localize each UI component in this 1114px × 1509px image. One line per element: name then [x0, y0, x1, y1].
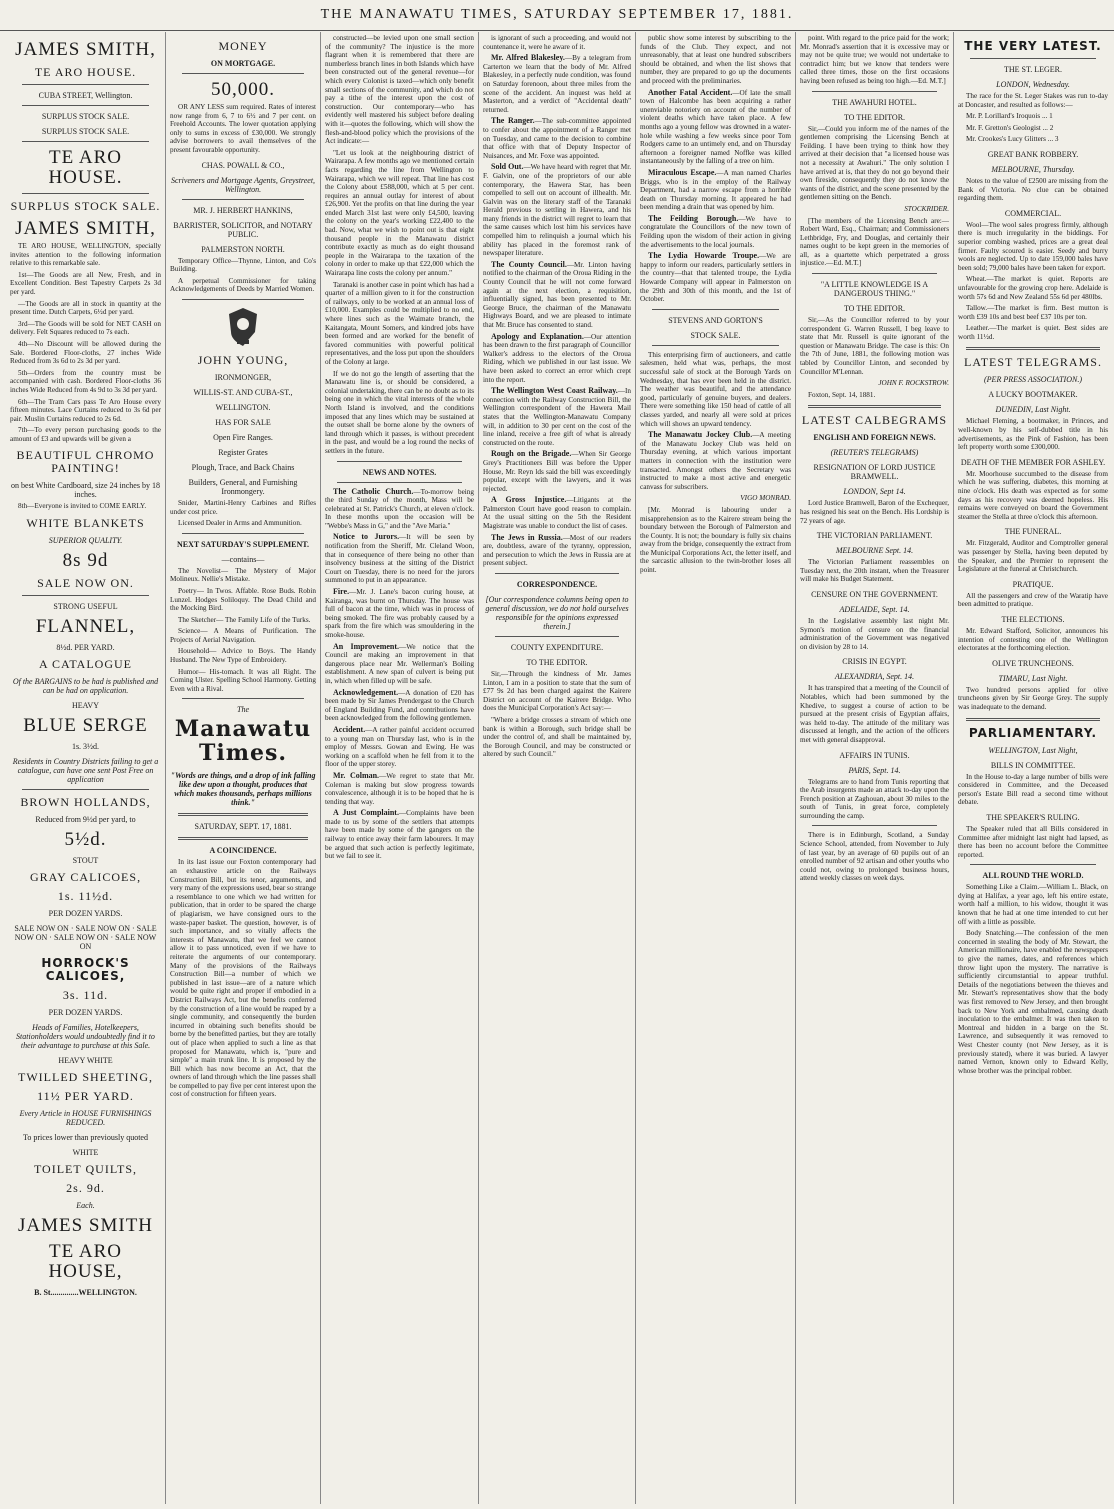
section-subheading: ENGLISH AND FOREIGN NEWS. — [813, 433, 936, 443]
cable-place: MELBOURNE Sept. 14. — [835, 546, 914, 556]
letter-signature: VIGO MONRAD. — [740, 494, 791, 503]
news-item-text: —We have to congratulate the Councillors of the new town of Feilding upon the wisdom of their action in giving the advertisements to the local journals. — [640, 214, 792, 249]
news-item-text: —Of late the small town of Halcombe has been acquiring a rather unenviable notoriety on account of the number of violent deaths which have taken place. A few months ago a young fellow was drowned in a water-hole while washing a few weeks since poor Tom Rodgers came to an untimely end, and on Thursday afternoon a foreigner named Noffke was killed instantaneously by the falling of a tree on him. — [640, 88, 792, 166]
cable-text: Wheat.—The market is quiet. Reports are unfavourable for the growing crop here. Adelaide is worth 57s 6d and New Zealand 55s 6d per 480lbs. — [958, 275, 1108, 301]
news-item-text: —It will be seen by notification from the Sheriff, Mr. Cleland Woon, that in consequence of there being no other than insolvency business at the sitting of the District Court on Tuesday, there is no need for the jurors summoned to put in an appearance. — [325, 533, 474, 585]
ad-forsale: HAS FOR SALE — [215, 417, 271, 427]
cable-place: ALEXANDRIA, Sept. 14. — [834, 672, 915, 682]
section-subheading: STOCK SALE. — [690, 330, 741, 340]
ad-pre: HEAVY — [72, 701, 99, 711]
ad-flannel: FLANNEL, — [35, 616, 136, 638]
column-6 — [796, 32, 954, 1504]
column-4 — [479, 32, 636, 1504]
cable-heading: COMMERCIAL. — [1004, 208, 1062, 218]
cable-heading: THE ST. LEGER. — [1003, 65, 1063, 74]
divider — [178, 837, 308, 840]
ad-pre: STRONG USEFUL — [53, 602, 118, 612]
divider — [337, 482, 462, 483]
ad-note: Heads of Families, Hotelkeepers, Stationholders would undoubtedly find it to their advantage to purchase at this Sale. — [16, 1023, 155, 1051]
ad-commissioner: A perpetual Commissioner for taking Acknowledgements of Deeds by Married Women. — [170, 276, 316, 294]
news-item-text: —We have heard with regret that Mr. F. Galvin, one of the proprietors of our able contemporary, the Hawera Star, has been compelled to sell out on account of illhealth. Mr. Galvin was on the literary staff of the Taranaki Herald previous to settling in Hawera, and his many friends in the district will regret to learn that the same causes which lost him his services have compelled him to relinquish a journal which his ability has placed in the foremost rank of newspaper literature. — [483, 163, 631, 258]
news-item — [640, 252, 791, 304]
ad-title: JAMES SMITH, — [15, 39, 156, 60]
divider — [22, 789, 149, 790]
ad-price: 3s. 11d. — [62, 988, 109, 1003]
divider — [337, 461, 462, 462]
letter-text: Sir,—As the Councillor referred to by your correspondent G. Warren Russell, I beg leave to state that Mr. Russell is quite ignorant of the question or Manawatu Bridge. The case is this: On the 7th of June, 1881, the following motion was tabled by Councillor Linton, and seconded by Councillor M'Lennan. — [800, 316, 949, 376]
ad-blankets-sub: SUPERIOR QUALITY. — [48, 536, 123, 546]
cable-text: Telegrams are to hand from Tunis reporting that the Arab insurgents made an attack to-day upon the French position at Zaghouan, about 30 miles to the south of Tunis, in great force, completely surrounding the camp. — [800, 777, 949, 820]
ad-catalogue: A CATALOGUE — [38, 657, 133, 672]
ad-item: 3rd—The Goods will be sold for NET CASH on delivery. Felt Squares reduced to 7s each. — [10, 319, 161, 337]
race-result: Mr. Crookes's Lucy Glitters ... 3 — [966, 135, 1059, 144]
ad-subtitle: TE ARO HOUSE. — [34, 65, 137, 79]
letter-heading: THE AWAHURI HOTEL. — [832, 97, 917, 107]
news-item-title: A Gross Injustice. — [491, 495, 567, 505]
column-1 — [6, 32, 166, 1504]
news-item-text: —In connection with the Railway Construction Bill, the Wellington correspondent of the Hawera Mail states that the Wellington-Manawatu Company will, in addition to 30 per cent on the cost of the line inland, receive a free gift of what is already constructed on the route. — [483, 387, 631, 447]
ad-item: —The Goods are all in stock in quantity at the present time. Dutch Carpets, 6½d per yard. — [10, 299, 161, 317]
news-item — [640, 431, 791, 491]
ad-sale-now: SALE NOW ON. — [37, 576, 134, 591]
news-item-text: —Our attention has been drawn to the first paragraph of Councillor Walker's address to the electors of the Oroua Riding, which we published in our last issue. We have been asked to correct an error which crept into the report. — [483, 332, 632, 384]
ad-item: 7th—To every person purchasing goods to the amount of £3 and upwards will be given a — [10, 426, 161, 443]
divider — [178, 813, 308, 816]
news-item-title: Mr. Alfred Blakesley. — [491, 53, 565, 63]
article-text: constructed—be levied upon one small section of the community? The injustice is the more flagrant when it is remembered that there are numberless branch lines in both Islands which have been constructed out of the general revenue—for which every Colonist is taxed—which only benefit small sections of the community, and which do not pay a tithe of the interest upon the cost of construction. Our contemporary—who has evidently well mastered his subject before dealing with it—quotes the following, which will show the flesh-and-blood policy which the provisions of the Act indicate:— — [325, 34, 474, 146]
cable-place: PARIS, Sept. 14. — [848, 765, 901, 775]
divider — [22, 193, 149, 194]
article-text: There is in Edinburgh, Scotland, a Sunday Science School, attended, from November to July of last year, by an average of 60 pupils out of an enrolled number of 92 artisan and other youths who could not, owing to prolonged business hours, attend weekly classes on week days. — [800, 831, 949, 883]
ad-sale-block: SALE NOW ON · SALE NOW ON · SALE NOW ON · SALE NOW ON · SALE NOW ON — [14, 924, 157, 952]
divider — [182, 73, 304, 74]
news-item — [483, 163, 631, 258]
cable-place: ADELAIDE, Sept. 14. — [839, 604, 910, 614]
article-text: In its last issue our Foxton contemporary had an exhaustive article on the Railways Construction Bill, but its tenor, arguments, and very many of the expressions used, bear so strange a resemblance to one which we had written for publication, that in order to be spared the charge of plagiarism, we have consigned ours to the waste-paper basket. The question, however, is of such importance, and so vitally affects the interests of Manawatu, that we feel we cannot allow it to pass unnoticed, even if we have to reiterate the arguments of our contemporary. Many of the provisions of the Railways Construction Bill—a number of which we published in last issue—are of a nature which would be quite right and proper if embodied in a District Railways Act, but the benefits conferred by the construction of a line would be reaped by a single community, and consequently the burden incurred in obtaining such benefits should be borne by the benefitted parties, but they are totally out of place when applied to such a line as that proposed for Manawatu, which is, "pure and simple" a main trunk line. It is proposed by the Bill which has now become an Act, that the owners of land through which the line passes shall be compelled to pay five per cent interest upon the cost of construction for fifteen years. — [170, 858, 316, 1099]
cable-text: In the Legislative assembly last night Mr. Symon's motion of censure on the financial administration of the Government was negatived on division by 28 to 14. — [800, 616, 949, 651]
cable-text: Notes to the value of £2500 are missing from the Bank of Victoria. No clue can be obtained regarding them. — [958, 176, 1108, 203]
paper-the: The — [237, 705, 249, 715]
news-item — [325, 726, 474, 769]
news-item — [325, 689, 474, 723]
news-item — [483, 54, 631, 114]
divider — [970, 864, 1096, 865]
article-text: public show some interest by subscribing to the funds of the Club. They expect, and not unreasonably, that at least one hundred subscribers should be obtained, and when the list shows that number, they are prepared to go up the documents and proceed with the preliminaries. — [640, 34, 791, 85]
ad-address: CUBA STREET, Wellington. — [38, 91, 133, 100]
masthead: THE MANAWATU TIMES, SATURDAY SEPTEMBER 17, 1881. — [0, 0, 1114, 31]
ad-calicoes: GRAY CALICOES, — [29, 870, 142, 885]
column-7 — [954, 32, 1112, 1504]
article-text: Something Like a Claim.—William L. Black, on dying at Halifax, a year ago, left his entire estate, worth half a million, to his widow, thought it was known that he had at one time intended to cut her off with a little as possible. — [958, 883, 1108, 926]
news-item-text: —By a telegram from Carterton we learn that the body of Mr. Alfred Blakesley, in a perfectly nude condition, was found on Saturday forenoon, about three miles from the scene of the accident. An inquest was held at Masterton, and a verdict of "Accidental death" returned. — [483, 54, 631, 114]
supplement-heading: NEXT SATURDAY'S SUPPLEMENT. — [177, 539, 309, 549]
news-item-title: Rough on the Brigade. — [491, 449, 572, 459]
ad-horrocks: HORROCK'S CALICOES, — [41, 956, 130, 984]
letter-to: TO THE EDITOR. — [526, 658, 588, 668]
letter-signature: JOHN F. ROCKSTROW. — [878, 379, 949, 388]
race-result: Mr. P. Lorillard's Iroquois ... 1 — [966, 112, 1053, 121]
cable-text: Lord Justice Bramwell, Baron of the Exchequer, has resigned his seat on the Bench. His Lordship is 72 years of age. — [800, 499, 949, 525]
cable-heading: RESIGNATION OF LORD JUSTICE BRAMWELL. — [813, 463, 936, 482]
divider — [22, 105, 149, 106]
telegram-text: All the passengers and crew of the Waratip have been admitted to pratique. — [958, 591, 1108, 609]
news-item-title: Another Fatal Accident. — [648, 87, 733, 97]
news-item — [325, 643, 474, 686]
news-item — [483, 534, 631, 568]
letter-text: Sir,—Could you inform me of the names of the gentlemen comprising the Licensing Bench at Feilding. I have been trying to think how they arrived at their decision that "a licensed house was not a necessity at Awahuri." The only solution I have arrived at is, that they do not go beyond their own fireside, consequently they do not know the wants of the district, and the scene presented by the gentlemen sitting on the Bench. — [800, 124, 949, 202]
ad-pre: HEAVY WHITE — [58, 1056, 113, 1066]
news-item-text: —A meeting of the Manawatu Jockey Club was held on Thursday evening, at which various important matters in connection with the institution were transacted. Amongst others the Secretary was instructed to make a most active and energetic canvass for subscribers. — [640, 431, 791, 491]
news-item-text: —When Sir George Grey's Practitioners Bill was before the Upper House, Mr. Reyn lds said the bill was exceedingly popular, except with the lawyers, and it was rejected. — [483, 450, 631, 493]
ad-pre: WHITE — [72, 1148, 99, 1158]
news-item-text: —We notice that the Council are making an improvement in that dangerous place near Mr. Wellerman's Boiling establishment. A new span of culvert is being put in, which when filled up will be safe. — [325, 642, 474, 685]
cable-place: MELBOURNE, Thursday. — [991, 164, 1075, 174]
news-item — [483, 117, 631, 160]
section-place: WELLINGTON, Last Night, — [988, 745, 1078, 755]
paper-motto: "Words are things, and a drop of ink falling like dew upon a thought, produces that which makes thousands, perhaps millions think." — [170, 771, 316, 808]
cable-heading: AFFAIRS IN TUNIS. — [839, 750, 910, 760]
supplement-item: Household— Advice to Boys. The Handy Husband. The New Type of Embroidery. — [170, 647, 316, 665]
ad-place: PALMERSTON NORTH. — [201, 244, 285, 254]
ad-foot-address: B. St..............WELLINGTON. — [34, 1288, 137, 1298]
ad-pre: STOUT — [72, 856, 99, 866]
column-5 — [636, 32, 796, 1504]
cable-text: Wool—The wool sales progress firmly, although there is much irregularity in the biddings. For superior combing washed, prices are a great deal firmer. Faulty scoured is easier. Seedy and burry wools are neglected. Up to date 159,000 bales have been sold; 79,000 bales have been taken for export. — [958, 220, 1108, 272]
cable-text: Tallow.—The market is firm. Best mutton is worth £39 10s and best beef £37 10s per ton. — [958, 304, 1108, 321]
section-heading: STEVENS AND GORTON'S — [668, 315, 763, 325]
divider — [495, 636, 619, 637]
ad-holland: BROWN HOLLANDS, — [20, 795, 151, 810]
cable-heading: CRISIS IN EGYPT. — [842, 657, 907, 667]
news-item-title: Notice to Jurors. — [333, 532, 400, 542]
ad-subtitle: SURPLUS STOCK SALE. — [10, 199, 161, 213]
paper-title: Manawatu Times. — [174, 716, 312, 767]
ad-unit: Each. — [76, 1201, 95, 1211]
ad-item: 8th—Everyone is invited to COME EARLY. — [18, 502, 147, 511]
ad-iron: IRONMONGER, — [214, 372, 272, 382]
ad-foot-house: TE ARO HOUSE, — [48, 1241, 123, 1283]
news-item-title: Mr. Colman. — [333, 770, 380, 780]
divider — [970, 58, 1096, 59]
divider — [22, 141, 149, 142]
news-item-title: The Wellington West Coast Railway. — [491, 386, 618, 396]
news-item-title: An Improvement. — [333, 641, 400, 651]
telegram-heading: PRATIQUE. — [1012, 579, 1054, 589]
ad-holland-sub: Reduced from 9½d per yard, to — [35, 815, 136, 825]
ad-quilts: TOILET QUILTS, — [33, 1162, 138, 1177]
ad-item: Plough, Trace, and Back Chains — [191, 462, 295, 472]
news-item-title: Fire. — [333, 587, 350, 597]
ad-price: 1s. 3½d. — [71, 742, 100, 752]
cable-place: LONDON, Sept 14. — [843, 487, 906, 497]
ad-chromo: BEAUTIFUL CHROMO PAINTING! — [16, 448, 155, 476]
article-text: If we do not go the length of asserting that the Manawatu line is, or should be considered, a colonial undertaking, there can be no doubt as to its being one in which the vital interests of the whole North Island is involved, and the conditions imposed that any lines which may be sustained at the outset shall be borne alone by the owners of land through which it passes, is without precedent in the past, and would be a log round the necks of settlers in the future. — [325, 369, 474, 455]
race-result: Mr. F. Gretton's Geologist ... 2 — [966, 123, 1054, 132]
cable-text: Leather.—The market is quiet. Best sides are worth 11½d. — [958, 324, 1108, 341]
supplement-item: The Sketcher— The Family Life of the Turks. — [178, 615, 311, 624]
news-item-text: —Mr. Linton having notified to the chairman of the Oroua Riding in the County Council that he will not come forward again at the next election, a requisition, influentially signed, has been presented to Mr. George Bruce, the chairman of the Manawatu Highways Board, and we are pleased to intimate that Mr. Bruce has consented to stand. — [483, 260, 631, 329]
divider — [812, 273, 937, 274]
letter-heading: "A LITTLE KNOWLEDGE IS A DANGEROUS THING." — [820, 280, 929, 299]
editor-note: [Mr. Monrad is labouring under a misapprehension as to the Kairere stream being the boundary between the Borough of Palmerston and the County. It is not; the boundary is fully six chains away from the bridge, consequently the extract from the Municipal Corporations Act, the letter itself, and the sarcastic allusion to the twin-brother loses all point. — [640, 505, 791, 575]
ad-price: 11½ PER YARD. — [37, 1089, 134, 1104]
editor-note: point. With regard to the price paid for the work; Mr. Monrad's assertion that it is excessive may or may not be quite true; we would not undertake to contradict him; but we know that tenders were called three times, those on the first occasions having been refused as being too high.—Ed. M.T.] — [800, 34, 949, 85]
news-item-text: —The sub-committee appointed to confer about the appointment of a Ranger met on Tuesday, and came to the decision to combine that office with that of Deputy Inspector of Nuisances, and Mr. Foxe was appointed. — [483, 117, 632, 160]
news-item-title: The Feilding Borough. — [648, 213, 739, 223]
article-text: This enterprising firm of auctioneers, and cattle salesmen, held what was, perhaps, the most successful sale of stock at the Borough Yards on Wednesday, that has ever been held in the district. The weather was beautiful, and the attendance good, particularly of genuine buyers, and dealers. There were something like 150 head of cattle of all classes yarded, and nearly all were sold at prices which will shows an upward tendency. — [640, 350, 791, 428]
ad-unit: PER DOZEN YARDS. — [48, 909, 123, 919]
news-item — [325, 588, 474, 640]
cable-heading: GREAT BANK ROBBERY. — [987, 149, 1079, 159]
news-item-text: —Litigants at the Palmerston Court have good reason to complain. At the usual sitting on the 5th the Resident Magistrate was unable to conduct the list of cases. — [483, 496, 631, 531]
letter-signature: STOCKRIDER. — [904, 204, 949, 213]
dateline: SATURDAY, SEPT. 17, 1881. — [194, 822, 292, 832]
news-item — [483, 496, 631, 530]
section-heading: PARLIAMENTARY. — [968, 725, 1098, 740]
news-item-text: —A man named Charles Briggs, who is in the employ of the Railway Department, had a narrow escape from a horrible death on Thursday morning. It appeared he had been mending a drain that was opened by him. — [640, 168, 791, 212]
supplement-item: Science— A Means of Purification. The Projects of Aerial Navigation. — [170, 627, 316, 644]
ad-hankins: MR. J. HERBERT HANKINS, — [193, 205, 293, 215]
ad-office: Temporary Office—Thynne, Linton, and Co's Building. — [170, 256, 316, 274]
news-item-title: Apology and Explanation. — [491, 331, 584, 341]
ad-powall-sub: Scriveners and Mortgage Agents, Greystreet, Wellington. — [170, 175, 316, 194]
section-heading: CORRESPONDENCE. — [516, 580, 598, 590]
section-heading: THE VERY LATEST. — [964, 39, 1102, 53]
ad-blankets-price: 8s 9d — [62, 550, 109, 572]
ad-young: JOHN YOUNG, — [197, 352, 289, 367]
telegram-heading: OLIVE TRUNCHEONS. — [992, 658, 1074, 668]
cable-text: It has transpired that a meeting of the Council of Notables, which had been summoned by the Khedive, to suggest a course of action to be pursued at the present crisis of Egyptian affairs, was held to-day. The attitude of the military was discussed at length, and the action of the officers met with general disapproval. — [800, 684, 949, 744]
letter-to: TO THE EDITOR. — [843, 304, 906, 314]
ad-amount: 50,000. — [211, 79, 275, 100]
ad-residents: Residents in Country Districts failing to get a catalogue, can have one sent Post Free on application — [12, 757, 159, 785]
ad-item: 1st—The Goods are all New, Fresh, and in Excellent Condition. Best Tapestry Carpets 2s 3d per yard. — [10, 270, 161, 296]
news-item-title: The Catholic Church. — [333, 486, 414, 496]
letter-quote: "Where a bridge crosses a stream of which one bank is within a Borough, such bridge shall be under the control of, and shall be maintained by, the Borough Council, and may be constructed or altered by such Council." — [483, 716, 631, 759]
article-text: "Let us look at the neighbouring district of Wairarapa. A few months ago we mentioned certain facts regarding the line from Wellington to Wairarapa, which we will repeat. That line has cost the Colony about £588,000, which at 5 per cent. requires an annual outlay for interest of about £26,900. Yet the profits on that line during the year ended March 31st last were only £4,500, leaving the colony on the year's working £22,400 to the bad. Now, what we wish to point out is that eight thousand people in the Manawatu district contribute exactly as much as do eight thousand people in the Wairarapa to the taxation of the colony in order to make up that £22,000 which the Wairarapa line costs the colony per annum." — [325, 148, 474, 278]
divider — [808, 405, 941, 408]
divider — [182, 199, 304, 200]
divider — [22, 595, 149, 596]
telegram-text: Michael Fleming, a bootmaker, in Princes, and well-known by his self-dubbed title in his advertisements, as the Pink of Fashion, has been left property worth some £300,000. — [958, 417, 1108, 452]
news-item-title: Accident. — [333, 724, 366, 734]
ad-barrister: BARRISTER, SOLICITOR, and NOTARY PUBLIC. — [173, 220, 313, 239]
divider — [182, 533, 304, 534]
ad-willis: WILLIS-ST. AND CUBA-ST., — [193, 387, 293, 397]
ad-item: Builders, General, and Furnishing Ironmongery. — [188, 477, 298, 496]
ad-item: Licensed Dealer in Arms and Ammunition. — [178, 519, 302, 528]
ad-item: 4th—No Discount will be allowed during the Sale. Bordered Floor-cloths, 27 inches Wide Reduced from 3s 6d to 2s 3d per yard. — [10, 339, 161, 366]
section-heading: LATEST CALBEGRAMS — [801, 413, 948, 428]
ad-foot-name: JAMES SMITH — [17, 1215, 154, 1237]
ad-catalogue-sub: Of the BARGAINS to be had is published and can be had on application. — [12, 677, 159, 696]
news-item — [325, 809, 474, 861]
ad-blankets: WHITE BLANKETS — [26, 516, 145, 531]
news-item-title: The Manawatu Jockey Club. — [648, 430, 753, 440]
news-item-title: The County Council. — [491, 259, 567, 269]
cable-place: LONDON, Wednesday. — [996, 80, 1070, 89]
ad-price: 8½d. PER YARD. — [56, 643, 115, 653]
news-item-title: Sold Out. — [491, 162, 524, 172]
news-item-text: —Complaints have been made to us by some of the settlers that attempts have been made by some of the gangers on the railway to entice away their farm labourers. It may be argued that such action is perfectly legitimate, but we fail to see it. — [325, 809, 475, 861]
ad-welly: WELLINGTON. — [215, 402, 271, 412]
section-note: [Our correspondence columns being open to general discussion, we do not hold ourselves responsible for the opinions expressed therein.] — [485, 595, 629, 632]
ad-chromo-sub: on best White Cardboard, size 24 inches by 18 inches. — [11, 481, 160, 500]
article-text: is ignorant of such a proceeding, and would not countenance it, were he aware of it. — [483, 34, 631, 51]
article-heading: A COINCIDENCE. — [209, 846, 277, 856]
news-item-title: Miraculous Escape. — [648, 167, 717, 177]
section-heading: NEWS AND NOTES. — [362, 467, 437, 477]
ad-item: 6th—The Tram Cars pass Te Aro House every fifteen minutes. Lace Curtains reduced to 3s 6d per pair. Muslin Curtains reduced to 2s 6d. — [10, 397, 161, 423]
ad-money: MONEY — [218, 39, 268, 53]
article-text: Body Snatching.—The confession of the men concerned in stealing the body of Mr. Stewart, the American millionaire, have enabled the newspapers to give the names, dates, and references which throw light upon the mystery. The narrative is sufficiently circumstantial to appear truthful. Details of the negotiations between the thieves and Mr. Stewart's representatives show that the body was first removed to New Jersey, and then brought back to New York and embalmed, causing death inoculation to the embalmer. It was then taken to Montreal and hidden in a barge on the St. Lawrence, and subsequently it was removed to West Chester county (not New Jersey, as it is previously stated), where it was buried. A lawyer named Vernon, known only to Edward Kelly, whose brother was the principal robber. — [958, 929, 1108, 1075]
news-item — [325, 488, 474, 531]
section-heading: LATEST TELEGRAMS. — [964, 355, 1102, 370]
article-text: Taranaki is another case in point which has had a quarter of a million given to it for the construction of railways, only to be worked at an annual loss of £10,000. Examples could be multiplied to no end, where lines such as the Waimate branch, the Kaitangata, Mount Somers, and kindred jobs have been formed and are worked for the benefit of favored communities with powerful political representatives, and the loss put upon the shoulders of the Colony at large. — [325, 280, 475, 366]
ad-serge: BLUE SERGE — [23, 715, 148, 737]
news-item — [483, 387, 631, 447]
supplement-item: Poetry— In Twos. Affable. Rose Buds. Robin Lunzel. Hodges Soliloquy. The Dead Child and the Mocking Bird. — [170, 586, 316, 613]
ad-furnish-sub: To prices lower than previously quoted — [23, 1133, 148, 1143]
ad-price: 2s. 9d. — [66, 1181, 105, 1196]
news-item-text: —Most of our readers are, doubtless, aware of the tyranny, oppression, and persecution to which the Jews in Russia are at present subject. — [483, 533, 631, 568]
divider — [182, 299, 304, 300]
telegram-text: Mr. Fitzgerald, Auditor and Comptroller general was passenger by Stella, having been deputed by the Speaker, and the Premier to represent the Legislature at the funeral at Christchurch. — [958, 539, 1108, 574]
telegram-text: Two hundred persons applied for olive truncheons given by Sir George Grey. The supply was inadequate to the demand. — [958, 685, 1108, 711]
ad-item: Open Fire Ranges. — [213, 432, 273, 442]
telegram-heading: THE SPEAKER'S RULING. — [986, 812, 1080, 822]
news-item-title: A Just Complaint. — [333, 808, 399, 818]
news-item — [483, 333, 631, 385]
letter-place: Foxton, Sept. 14, 1881. — [808, 390, 876, 399]
news-item-text: —We are happy to inform our readers, particularly settlers in the country—that that talented troupe, the Lydia Howarde Company will appear in Palmerston on the 29th and 30th of this month, and the 1st of October. — [640, 252, 791, 304]
supplement-item: Humor— His-tomach. It was all Right. The Coming Ulster. Spelling School Harmony. Getting Even with a Rival. — [170, 667, 316, 693]
telegram-heading: A LUCKY BOOTMAKER. — [988, 390, 1078, 400]
ad-line: SURPLUS STOCK SALE. — [41, 127, 130, 136]
telegram-place: TIMARU, Last Night. — [998, 673, 1068, 683]
supplement-contains: —contains— — [221, 554, 265, 564]
divider — [812, 91, 937, 92]
news-item-text: —We regret to state that Mr. Coleman is making but slow progress towards convalescence, although it is to be hoped that he is tending that way. — [325, 771, 474, 806]
telegram-text: The Speaker ruled that all Bills considered in Committee after midnight last night had lapsed, as there has been no account before the Committee reported. — [958, 824, 1108, 859]
ad-price: 5½d. — [64, 829, 107, 851]
news-item — [483, 261, 631, 330]
news-item — [640, 169, 791, 212]
letter-to: TO THE EDITOR. — [843, 112, 906, 122]
ad-powall: CHAS. POWALL & CO., — [201, 160, 285, 170]
news-item — [325, 533, 474, 585]
crest-icon — [225, 306, 261, 348]
ad-name: JAMES SMITH, — [15, 218, 156, 239]
news-item-title: The Lydia Howarde Troupe. — [648, 251, 760, 261]
telegram-text: Mr. Moorhouse succumbed to the disease from which he was suffering, diabetes, this morning at nine o'clock. His death was expected as for some days as his recovery was deemed hopeless. His remains were conveyed on board the Government steamer the Stella at three o'clock this afternoon. — [958, 469, 1108, 521]
cable-heading: CENSURE ON THE GOVERNMENT. — [811, 589, 938, 599]
telegram-heading: BILLS IN COMMITTEE. — [990, 760, 1076, 770]
divider — [182, 698, 304, 699]
telegram-heading: THE FUNERAL. — [1004, 527, 1062, 537]
ad-unit: PER DOZEN YARDS. — [48, 1008, 123, 1018]
ad-intro: TE ARO HOUSE, WELLINGTON, specially invites attention to the following information relative to this remarkable sale. — [10, 242, 161, 268]
letter-heading: COUNTY EXPENDITURE. — [510, 643, 604, 653]
telegram-heading: THE ELECTIONS. — [1001, 614, 1065, 624]
ad-money-text: OR ANY LESS sum required. Rates of interest now range from 6, 7 to 6½ and 7 per cent. on Freehold Accounts. The lower quotation applying only to sums in excess of £30,000. We strongly advise borrowers to avail themselves of the present favourable opportunity. — [170, 103, 316, 154]
ad-furnish: Every Article in HOUSE FURNISHINGS REDUCED. — [19, 1109, 152, 1128]
news-item-title: The Jews in Russia. — [491, 532, 563, 542]
news-item — [325, 772, 474, 806]
ad-line: SURPLUS STOCK SALE. — [41, 112, 130, 121]
telegram-text: In the House to-day a large number of bills were considered in Committee, and the Deceased person's Estate Bill read a second time without debate. — [958, 772, 1108, 807]
news-item-text: —To-morrow being the third Sunday of the month, Mass will be celebrated at St. Patrick's Church, at eleven o'clock. In these months upon the occasion will be "Webbe's Mass in G," and the "Ave Maria." — [325, 487, 474, 530]
divider — [652, 309, 779, 310]
divider — [812, 825, 937, 826]
ad-price: 1s. 11½d. — [57, 889, 114, 904]
news-item-title: Acknowledgement. — [333, 687, 399, 697]
ad-item: 5th—Orders from the country must be accompanied with cash. Bordered Floor-cloths 36 inches Wide Reduced from 4s 9d to 3s 3d per yard. — [10, 368, 161, 394]
telegram-place: DUNEDIN, Last Night. — [995, 405, 1071, 415]
divider — [652, 345, 779, 346]
supplement-item: The Novelist— The Mystery of Major Molineux. Nellie's Mistake. — [170, 566, 316, 584]
cable-text: The race for the St. Leger Stakes was run to-day at Doncaster, and resulted as follows:— — [958, 92, 1108, 109]
news-item-text: —A donation of £20 has been made by Sir James Prendergast to the Church of England Building Fund, and contributions have been acknowledged from the following gentlemen. — [325, 688, 474, 723]
divider — [966, 718, 1100, 721]
cable-heading: THE VICTORIAN PARLIAMENT. — [816, 531, 933, 541]
news-item-title: The Ranger. — [491, 116, 535, 126]
column-2 — [166, 32, 321, 1504]
divider — [966, 347, 1100, 350]
ad-mortgage: ON MORTGAGE. — [210, 59, 276, 68]
divider — [495, 573, 619, 574]
news-item — [640, 89, 791, 166]
ad-item: Snider, Martini-Henry Carbines and Rifles under cost price. — [170, 498, 316, 516]
editor-note: [The members of the Licensing Bench are:—Robert Ward, Esq., Chairman; and Commissioners Lethbridge, Fry, and Douglas, and certainly their names ought to be kept green in the memories of all, as a quartette which perpetrated a gross injustice.—Ed. M.T.] — [800, 216, 949, 268]
ad-item: Register Grates — [218, 447, 268, 457]
letter-text: Sir,—Through the kindness of Mr. James Linton, I am in a position to state that the sum of £77 9s 2d has been charged against the Kairere District on account of the Kairere Bridge. Who does the Municipal Corporation's Act say:— — [483, 670, 631, 713]
telegram-text: Mr. Edward Stafford, Solicitor, announces his intention of contesting one of the Wellington electorates at the forthcoming election. — [958, 626, 1108, 653]
news-item-text: —A rather painful accident occurred to a young man on Thursday last, who is in the employ of Messrs. Gowan and Ewing. He was working on a scaffold when he fell from it to the floor of the upper storey. — [325, 725, 474, 769]
news-item-text: —Mr. J. Lane's bacon curing house, at Kairanga, was burnt on Thursday. The house was full of bacon at the time, which was in process of being smoked. The fire was probably caused by a spark from the fire which was smouldering in the smoke-house. — [325, 588, 474, 639]
ad-twilled: TWILLED SHEETING, — [18, 1070, 153, 1085]
cable-text: The Victorian Parliament reassembles on Tuesday next, the 20th instant, when the Treasurer will make his Budget Statement. — [800, 558, 949, 584]
column-3 — [321, 32, 479, 1504]
news-item — [483, 450, 631, 493]
ad-title: TE ARO HOUSE. — [48, 147, 123, 188]
divider — [22, 84, 149, 85]
section-source: (PER PRESS ASSOCIATION.) — [984, 375, 1082, 385]
news-item — [640, 215, 791, 249]
telegram-heading: DEATH OF THE MEMBER FOR ASHLEY. — [960, 457, 1106, 467]
section-heading: ALL ROUND THE WORLD. — [982, 871, 1084, 881]
section-source: (REUTER'S TELEGRAMS) — [830, 448, 919, 458]
